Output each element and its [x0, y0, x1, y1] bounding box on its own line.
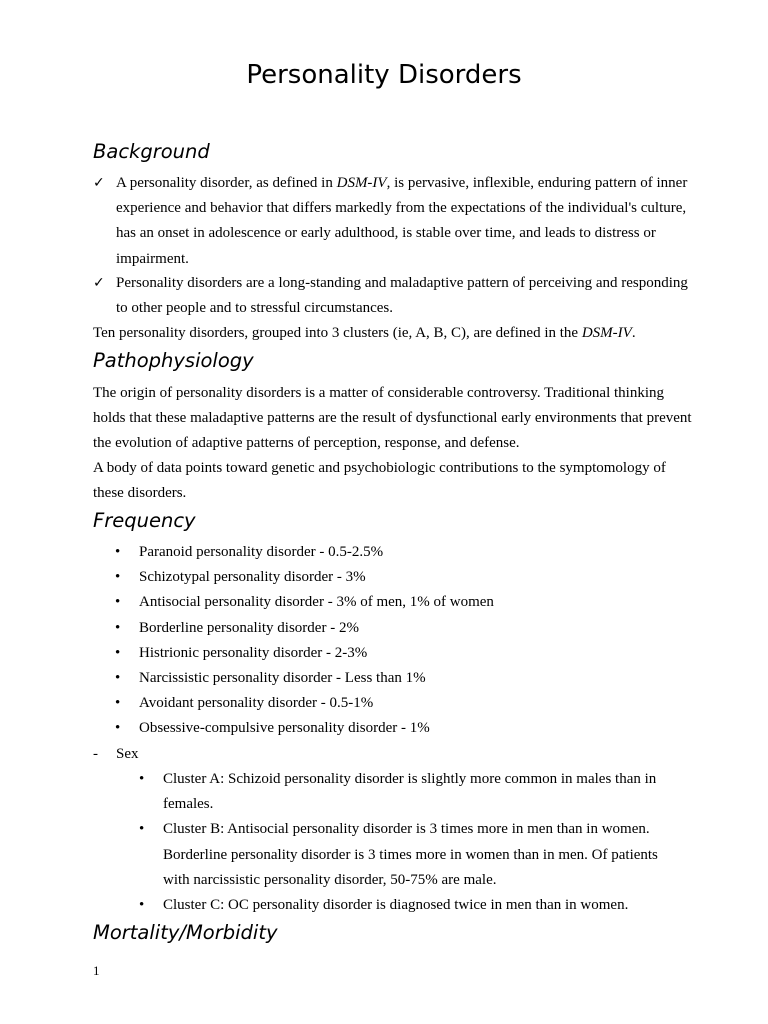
- list-item: • Cluster C: OC personality disorder is diagnosed twice in men than in women.: [0, 893, 678, 918]
- bullet-icon: •: [139, 897, 145, 914]
- bullet-icon: •: [139, 821, 145, 838]
- list-item: • Antisocial personality disorder - 3% of men, 1% of women: [0, 590, 700, 615]
- bullet-icon: •: [115, 544, 121, 560]
- list-item: • Paranoid personality disorder - 0.5-2.5%: [0, 540, 700, 565]
- list-item: • Obsessive-compulsive personality disorder - 1%: [0, 716, 700, 741]
- bullet-icon: •: [115, 594, 121, 611]
- page-number: 1: [93, 963, 100, 978]
- pathophysiology-paragraph-2: A body of data points toward genetic and psychobiologic contributions to the symptomology of these disorders.: [93, 460, 666, 502]
- bullet-icon: •: [115, 619, 121, 636]
- list-item: • Cluster A: Schizoid personality disorder is slightly more common in males than in females.: [0, 767, 678, 817]
- background-closing: Ten personality disorders, grouped into 3 clusters (ie, A, B, C), are defined in the DSM-IV.: [93, 325, 636, 341]
- bullet-icon: •: [115, 644, 121, 661]
- check-item-maladaptive: [93, 271, 698, 321]
- page-title: Personality Disorders: [246, 60, 522, 90]
- list-item: • Borderline personality disorder - 2%: [0, 616, 700, 641]
- sex-label: Sex: [116, 746, 139, 762]
- list-item: • Schizotypal personality disorder - 3%: [0, 565, 700, 590]
- list-item: • Avoidant personality disorder - 0.5-1%: [0, 691, 700, 716]
- bullet-icon: •: [115, 695, 121, 712]
- bullet-icon: •: [115, 720, 121, 737]
- check-icon: ✓: [93, 175, 105, 191]
- list-item: • Narcissistic personality disorder - Less than 1%: [0, 666, 700, 691]
- dash-icon: -: [93, 746, 98, 762]
- sex-list: [0, 767, 700, 918]
- bullet-icon: •: [115, 569, 121, 586]
- check-item-text: Personality disorders are a long-standing and maladaptive pattern of perceiving and responding to other people and to stressful circumstances.: [116, 275, 688, 317]
- heading-background: Background: [93, 140, 210, 163]
- heading-pathophysiology: Pathophysiology: [93, 349, 254, 372]
- bullet-icon: •: [115, 669, 121, 686]
- bullet-icon: •: [139, 771, 145, 787]
- list-item: • Histrionic personality disorder - 2-3%: [0, 641, 700, 666]
- heading-frequency: Frequency: [93, 509, 196, 532]
- check-icon: ✓: [93, 275, 105, 291]
- check-item-text: A personality disorder, as defined in DSM-IV, is pervasive, inflexible, enduring pattern of inner experience and behavior that differs markedly from the expectations of the individual's culture, has an onset in adolescence or early adulthood, is stable over time, and leads to distress or impairment.: [116, 175, 688, 267]
- heading-mortality-morbidity: Mortality/Morbidity: [93, 921, 278, 944]
- pathophysiology-paragraph-1: The origin of personality disorders is a matter of considerable controversy. Traditional thinking holds that these maladaptive patterns are the result of dysfunctional early environments that prevent the evolution of adaptive patterns of perception, response, and defense.: [93, 385, 692, 452]
- frequency-list: [0, 540, 700, 742]
- list-item: • Cluster B: Antisocial personality disorder is 3 times more in men than in women. Borderline personality disorder is 3 times more in women than in men. Of patients with narcissistic personality disorder, 50-75% are male.: [0, 817, 678, 893]
- check-item-definition: [93, 171, 698, 272]
